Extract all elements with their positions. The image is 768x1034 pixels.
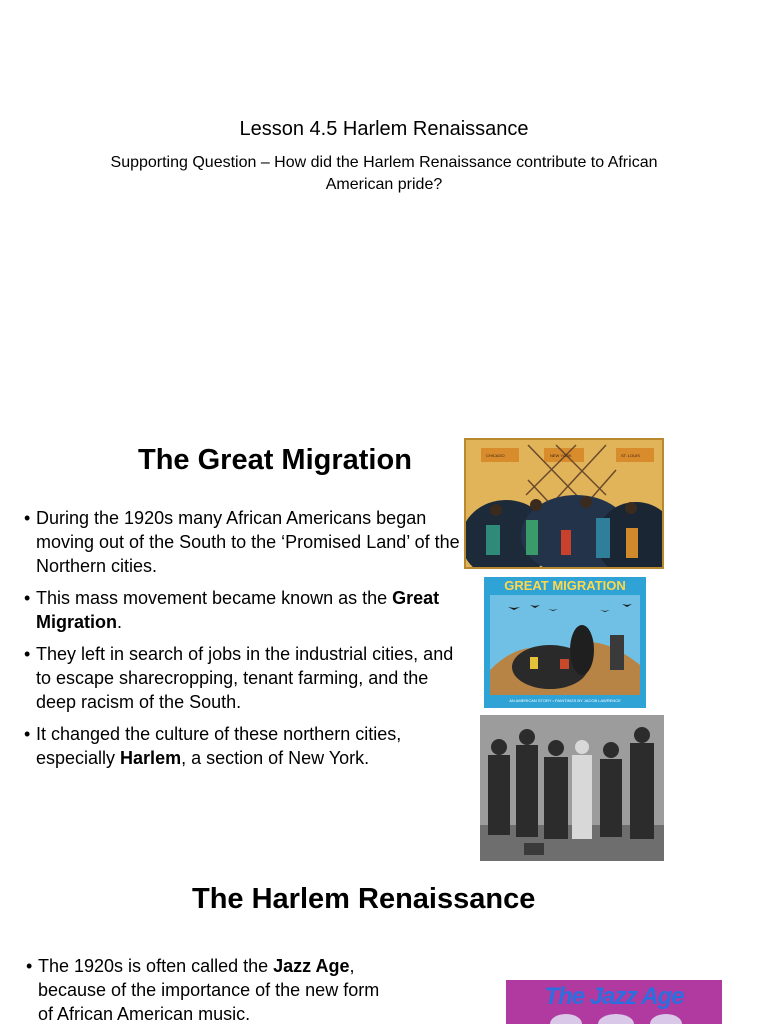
great-migration-bullets xyxy=(24,506,464,778)
bullet-item: • During the 1920s many African Americans began moving out of the South to the ‘Promised Land’ of the Northern cities. xyxy=(24,506,464,578)
bullet-item: • It changed the culture of these northern cities, especially Harlem, a section of New York. xyxy=(24,722,464,770)
bullet-item: • The 1920s is often called the Jazz Age, because of the importance of the new form of African American music. xyxy=(26,954,396,1026)
bullet-item: • This mass movement became known as the Great Migration. xyxy=(24,586,464,634)
harlem-renaissance-heading: The Harlem Renaissance xyxy=(192,883,536,915)
great-migration-book-cover xyxy=(484,577,646,708)
book-title: GREAT MIGRATION xyxy=(504,578,626,593)
harlem-bullets xyxy=(26,954,396,1034)
lesson-title: Lesson 4.5 Harlem Renaissance xyxy=(239,118,529,140)
sign-st-louis: ST. LOUIS xyxy=(621,453,640,458)
jazz-age-title: The Jazz Age xyxy=(544,983,684,1010)
supporting-question: Supporting Question – How did the Harlem Renaissance contribute to African American pride? xyxy=(110,154,658,193)
great-migration-heading: The Great Migration xyxy=(138,444,412,476)
sign-new-york: NEW YORK xyxy=(550,453,572,458)
bullet-item: • They left in search of jobs in the industrial cities, and to escape sharecropping, tenant farming, and the deep racism of the South. xyxy=(24,642,464,714)
migrants-photo xyxy=(480,715,664,861)
sign-chicago: CHICAGO xyxy=(486,453,505,458)
book-caption: AN AMERICAN STORY • PAINTINGS BY JACOB LAWRENCE xyxy=(509,698,621,703)
jazz-age-image xyxy=(506,980,722,1024)
migration-painting xyxy=(464,438,664,569)
